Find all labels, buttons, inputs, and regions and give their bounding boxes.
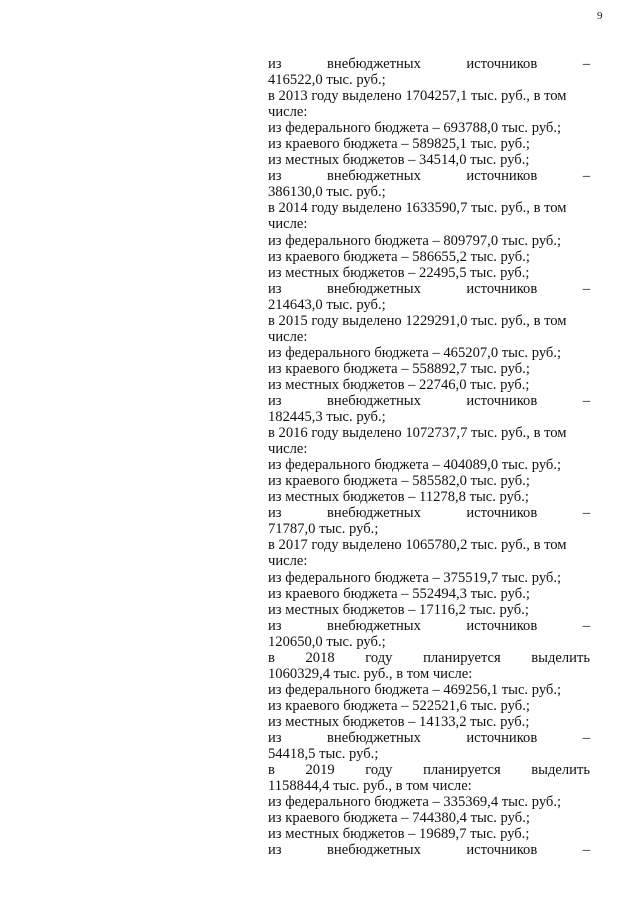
- text-line: из местных бюджетов – 19689,7 тыс. руб.;: [268, 826, 530, 843]
- text-line: из местных бюджетов – 17116,2 тыс. руб.;: [268, 601, 529, 618]
- text-word: из: [268, 392, 282, 409]
- text-line: из федерального бюджета – 809797,0 тыс. руб.;: [268, 232, 562, 249]
- text-word: в: [268, 649, 275, 666]
- text-line: 214643,0 тыс. руб.;: [268, 296, 386, 313]
- text-word: источников: [466, 280, 538, 297]
- text-word: –: [582, 280, 590, 297]
- text-line: [268, 168, 590, 184]
- text-word: из: [268, 56, 282, 72]
- text-line: из краевого бюджета – 589825,1 тыс. руб.;: [268, 136, 530, 153]
- text-word: внебюджетных: [327, 729, 421, 746]
- text-word: –: [582, 56, 590, 72]
- text-line: числе:: [268, 104, 308, 121]
- text-line: из местных бюджетов – 14133,2 тыс. руб.;: [268, 713, 530, 730]
- text-word: из: [268, 842, 282, 859]
- text-line: [268, 505, 590, 521]
- text-line: из местных бюджетов – 22495,5 тыс. руб.;: [268, 264, 530, 281]
- text-word: –: [582, 617, 590, 634]
- text-word: источников: [466, 729, 538, 746]
- text-word: 2019: [305, 762, 335, 779]
- text-word: из: [268, 168, 282, 185]
- text-line: [268, 762, 590, 778]
- text-word: 2018: [305, 649, 335, 666]
- text-line: из местных бюджетов – 34514,0 тыс. руб.;: [268, 152, 530, 169]
- text-line: в 2016 году выделено 1072737,7 тыс. руб., в том: [268, 425, 567, 442]
- text-line: из краевого бюджета – 522521,6 тыс. руб.;: [268, 697, 530, 714]
- text-word: внебюджетных: [327, 280, 421, 297]
- text-line: в 2013 году выделено 1704257,1 тыс. руб., в том: [268, 88, 567, 105]
- page-number: 9: [597, 10, 603, 22]
- text-line: 1060329,4 тыс. руб., в том числе:: [268, 665, 473, 682]
- funding-text-block: [268, 56, 590, 858]
- text-line: из федерального бюджета – 335369,4 тыс. руб.;: [268, 794, 562, 811]
- text-line: [268, 393, 590, 409]
- text-word: источников: [466, 392, 538, 409]
- text-line: 71787,0 тыс. руб.;: [268, 521, 379, 538]
- text-word: источников: [466, 168, 538, 185]
- text-word: –: [582, 168, 590, 185]
- text-word: году: [365, 649, 393, 666]
- text-word: выделить: [531, 762, 590, 779]
- text-line: в 2014 году выделено 1633590,7 тыс. руб., в том: [268, 200, 567, 217]
- text-line: [268, 842, 590, 858]
- text-word: источников: [466, 842, 538, 859]
- text-line: из краевого бюджета – 586655,2 тыс. руб.;: [268, 248, 530, 265]
- text-line: из краевого бюджета – 744380,4 тыс. руб.;: [268, 810, 530, 827]
- text-line: из местных бюджетов – 22746,0 тыс. руб.;: [268, 376, 530, 393]
- text-word: внебюджетных: [327, 56, 421, 72]
- text-word: планируется: [423, 649, 501, 666]
- text-line: из федерального бюджета – 375519,7 тыс. руб.;: [268, 569, 562, 586]
- text-line: 182445,3 тыс. руб.;: [268, 409, 386, 426]
- text-line: из федерального бюджета – 469256,1 тыс. руб.;: [268, 681, 562, 698]
- text-line: из федерального бюджета – 693788,0 тыс. руб.;: [268, 120, 562, 137]
- text-word: из: [268, 617, 282, 634]
- text-word: внебюджетных: [327, 168, 421, 185]
- text-line: числе:: [268, 553, 308, 570]
- text-line: [268, 650, 590, 666]
- text-line: [268, 56, 590, 72]
- text-line: 1158844,4 тыс. руб., в том числе:: [268, 778, 472, 795]
- text-word: источников: [466, 505, 538, 522]
- text-word: внебюджетных: [327, 617, 421, 634]
- text-line: из краевого бюджета – 558892,7 тыс. руб.;: [268, 360, 530, 377]
- text-word: в: [268, 762, 275, 779]
- text-line: [268, 730, 590, 746]
- text-line: числе:: [268, 441, 308, 458]
- text-word: внебюджетных: [327, 392, 421, 409]
- text-word: –: [582, 842, 590, 859]
- text-word: из: [268, 280, 282, 297]
- text-line: 120650,0 тыс. руб.;: [268, 633, 386, 650]
- text-word: из: [268, 729, 282, 746]
- text-line: 386130,0 тыс. руб.;: [268, 184, 386, 201]
- text-line: 54418,5 тыс. руб.;: [268, 746, 379, 763]
- text-word: источников: [466, 617, 538, 634]
- text-word: году: [365, 762, 393, 779]
- text-line: из федерального бюджета – 465207,0 тыс. руб.;: [268, 344, 562, 361]
- text-word: внебюджетных: [327, 842, 421, 859]
- text-word: из: [268, 505, 282, 522]
- text-line: [268, 618, 590, 634]
- text-line: из краевого бюджета – 585582,0 тыс. руб.;: [268, 473, 530, 490]
- text-line: числе:: [268, 216, 308, 233]
- text-word: выделить: [531, 649, 590, 666]
- text-line: из местных бюджетов – 11278,8 тыс. руб.;: [268, 489, 529, 506]
- text-word: –: [582, 505, 590, 522]
- text-word: –: [582, 729, 590, 746]
- text-word: внебюджетных: [327, 505, 421, 522]
- text-word: –: [582, 392, 590, 409]
- text-line: числе:: [268, 328, 308, 345]
- text-line: 416522,0 тыс. руб.;: [268, 72, 386, 89]
- text-line: в 2017 году выделено 1065780,2 тыс. руб., в том: [268, 537, 567, 554]
- text-line: в 2015 году выделено 1229291,0 тыс. руб., в том: [268, 312, 567, 329]
- text-line: из федерального бюджета – 404089,0 тыс. руб.;: [268, 457, 562, 474]
- text-word: планируется: [423, 762, 501, 779]
- text-word: источников: [466, 56, 538, 72]
- text-line: из краевого бюджета – 552494,3 тыс. руб.;: [268, 585, 530, 602]
- text-line: [268, 281, 590, 297]
